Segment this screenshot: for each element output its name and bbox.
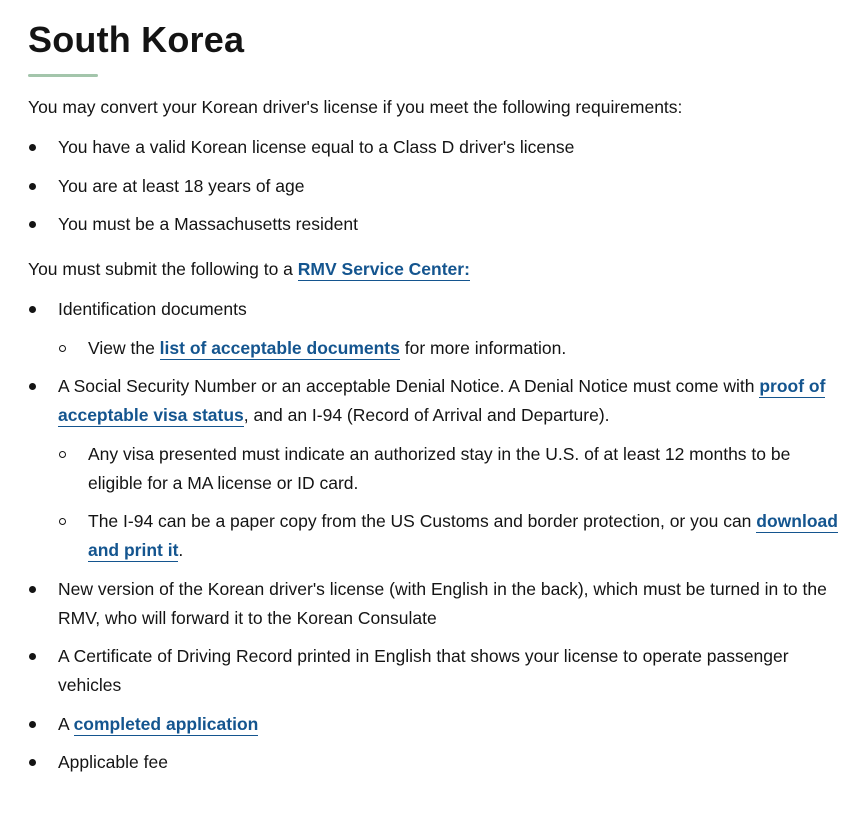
list-item-fee: Applicable fee	[28, 748, 846, 777]
sub-text: The I-94 can be a paper copy from the US Customs and border protection, or you can	[88, 511, 757, 531]
sub-text: .	[178, 540, 184, 560]
application-text: A	[58, 713, 74, 734]
requirements-list	[28, 133, 846, 239]
documents-list	[28, 295, 846, 777]
sublist-item: Any visa presented must indicate an authorized stay in the U.S. of at least 12 months to be eligible for a MA license or ID card.	[58, 440, 846, 498]
sublist-item	[58, 334, 846, 363]
sub-text: for more information.	[399, 337, 567, 358]
list-item: You have a valid Korean license equal to a Class D driver's license	[28, 133, 846, 162]
identification-text: Identification documents	[58, 299, 247, 319]
ssn-text: A Social Security Number or an acceptable Denial Notice. A Denial Notice must come with	[58, 376, 760, 396]
ssn-sublist	[58, 440, 846, 566]
sub-text: View the	[88, 337, 160, 358]
page-title: South Korea	[28, 19, 245, 60]
list-item-new-version: New version of the Korean driver's license (with English in the back), which must be turned in to the RMV, who will forward it to the Korean Consulate	[28, 575, 846, 633]
ssn-text-after: , and an I-94 (Record of Arrival and Departure).	[243, 405, 610, 425]
list-item: You must be a Massachusetts resident	[28, 210, 846, 239]
submit-paragraph	[28, 255, 846, 284]
list-item-certificate: A Certificate of Driving Record printed in English that shows your license to operate passenger vehicles	[28, 642, 846, 700]
sublist-item	[58, 507, 846, 565]
identification-sublist	[58, 334, 846, 363]
page-content	[28, 0, 846, 787]
completed-application-link[interactable]: completed application	[73, 713, 259, 734]
list-item-application	[28, 710, 846, 739]
visa-status-link[interactable]: proof of acceptable visa status	[58, 376, 826, 425]
list-item-ssn	[28, 372, 846, 565]
title-underline	[28, 74, 98, 77]
intro-paragraph: You may convert your Korean driver's license if you meet the following requirements:	[28, 97, 683, 117]
list-item-identification	[28, 295, 846, 363]
rmv-service-center-link[interactable]: RMV Service Center:	[297, 259, 470, 279]
download-print-link[interactable]: download and print it	[88, 511, 838, 560]
list-item: You are at least 18 years of age	[28, 172, 846, 201]
submit-text: You must submit the following to a	[28, 259, 298, 279]
acceptable-documents-link[interactable]: list of acceptable documents	[159, 337, 400, 358]
